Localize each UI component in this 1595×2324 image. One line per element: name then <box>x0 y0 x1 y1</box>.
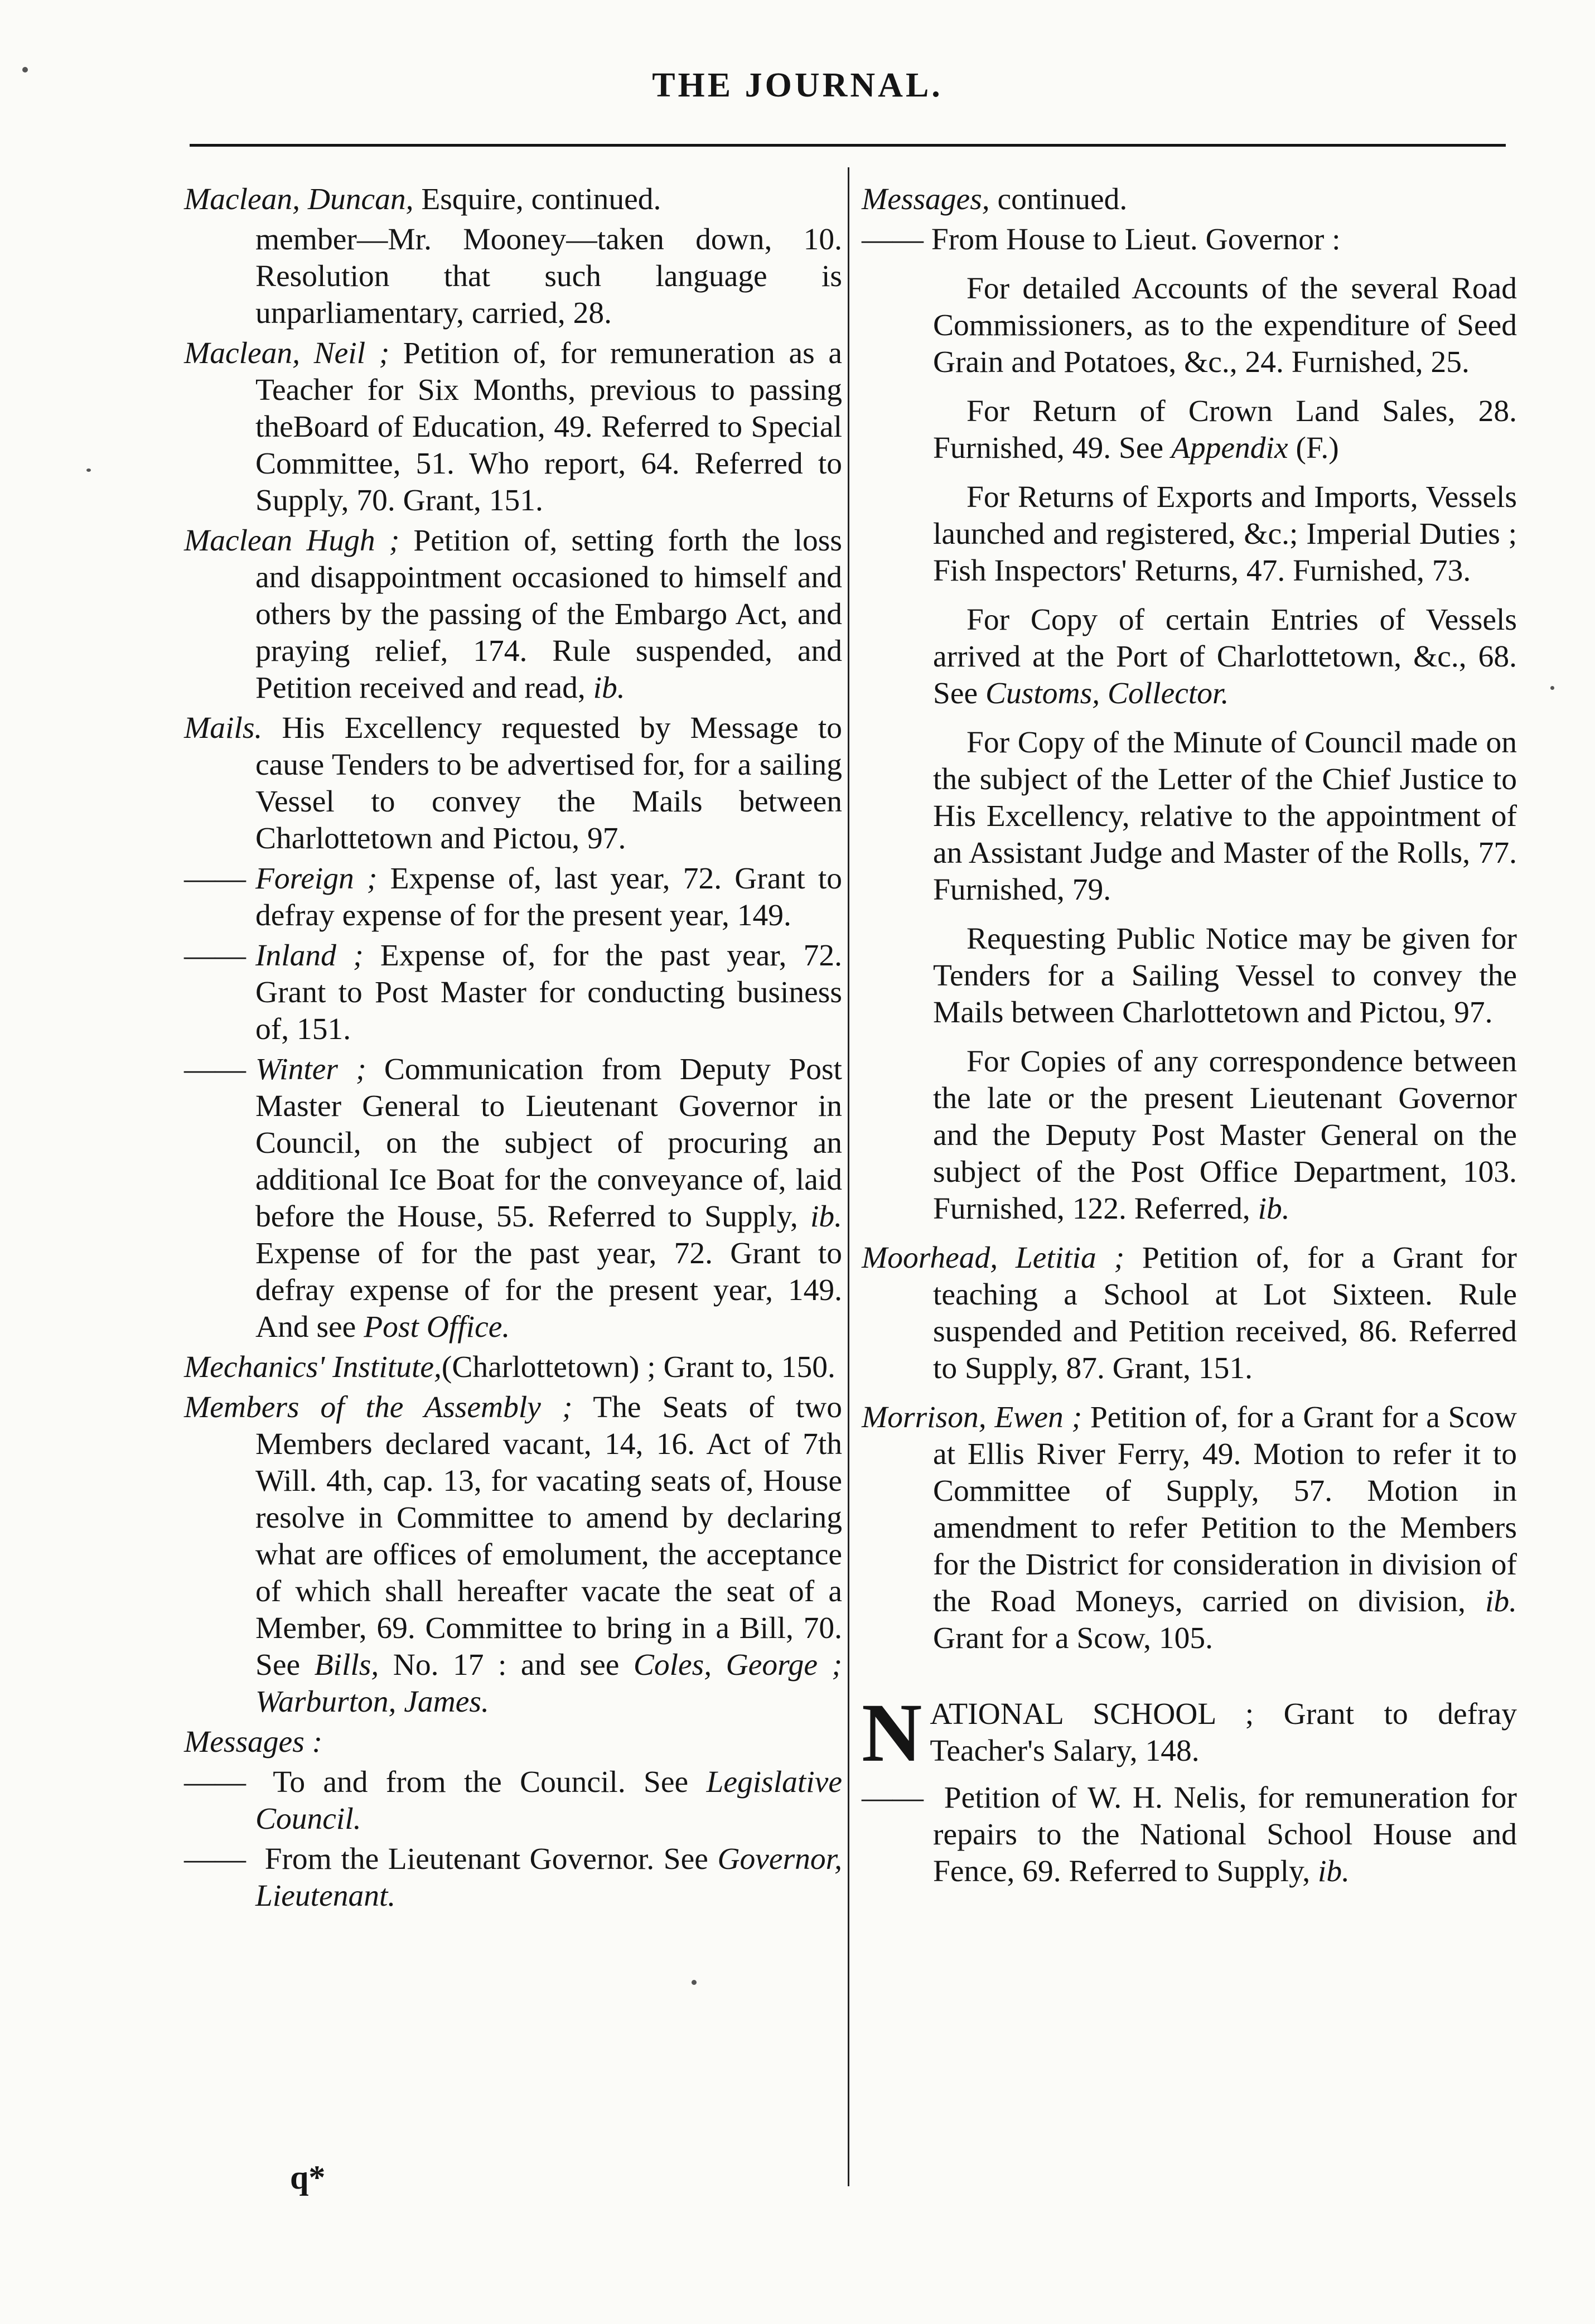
index-entry: Mails. His Excellency requested by Message to cause Tenders to be advertised for, for a sailing Vessel to convey the Mails between Charlottetown and Pictou, 97. <box>184 711 842 856</box>
print-speck <box>86 468 91 472</box>
index-entry: Mechanics' Institute,(Charlottetown) ; Grant to, 150. <box>184 1350 835 1384</box>
header-rule <box>190 144 1506 147</box>
index-entry: Messages : <box>184 1725 323 1759</box>
index-entry: Maclean, Duncan, Esquire, continued. <box>184 182 661 216</box>
message-item: For Copy of certain Entries of Vessels arrived at the Port of Charlottetown, &c., 68. See Customs, Collector. <box>933 603 1517 711</box>
index-entry: Members of the Assembly ; The Seats of two Members declared vacant, 14, 16. Act of 7th Will. 4th, cap. 13, for vacating seats of, House resolve in Committee to amend by declaring what are offices of emolument, the acceptance of which shall hereafter vacate the seat of a Member, 69. Committee to bring in a Bill, 70. See Bills, No. 17 : and see Coles, George ; Warburton, James. <box>184 1390 843 1719</box>
national-school-entry: NATIONAL SCHOOL ; Grant to defray Teacher's Salary, 148. <box>862 1687 1517 1779</box>
message-item: For detailed Accounts of the several Road Commissioners, as to the expenditure of Seed Grain and Potatoes, &c., 24. Furnished, 25. <box>933 272 1517 379</box>
index-subentry: —— From the Lieutenant Governor. See Governor, Lieutenant. <box>184 1842 842 1913</box>
index-entry: Maclean, Neil ; Petition of, for remuneration as a Teacher for Six Months, previous to passing theBoard of Education, 49. Referred to Special Committee, 51. Who report, 64. Referred to Supply, 70. Grant, 151. <box>184 336 842 518</box>
signature-mark: q* <box>290 2159 326 2196</box>
message-item: For Returns of Exports and Imports, Vessels launched and registered, &c.; Imperial Duties ; Fish Inspectors' Returns, 47. Furnished, 73. <box>933 480 1517 588</box>
message-item: For Return of Crown Land Sales, 28. Furnished, 49. See Appendix (F.) <box>933 394 1517 465</box>
index-subentry: —— Foreign ; Expense of, last year, 72. Grant to defray expense of for the present year, 149. <box>184 862 842 933</box>
column-divider <box>848 167 849 2186</box>
index-entry: Maclean Hugh ; Petition of, setting forth the loss and disappointment occasioned to himself and others by the passing of the Embargo Act, and praying relief, 174. Rule suspended, and Petition received and read, ib. <box>184 524 842 705</box>
print-speck <box>692 1980 697 1985</box>
message-item: Requesting Public Notice may be given for Tenders for a Sailing Vessel to convey the Mails between Charlottetown and Pictou, 97. <box>933 922 1517 1030</box>
print-speck <box>22 67 28 73</box>
index-entry: Morrison, Ewen ; Petition of, for a Grant for a Scow at Ellis River Ferry, 49. Motion to refer it to Committee of Supply, 57. Motion in amendment to refer Petition to the Members for the District for consideration in division of the Road Moneys, carried on division, ib. Grant for a Scow, 105. <box>862 1400 1517 1655</box>
index-subentry: —— Winter ; Communication from Deputy Post Master General to Lieutenant Governor in Council, on the subject of procuring an additional Ice Boat for the conveyance of, laid before the House, 55. Referred to Supply, ib. Expense of for the past year, 72. Grant to defray expense of for the present year, 149. And see Post Office. <box>184 1052 842 1344</box>
message-item: For Copy of the Minute of Council made on the subject of the Letter of the Chief Justice to His Excellency, relative to the appointment of an Assistant Judge and Master of the Rolls, 77. Furnished, 79. <box>933 726 1517 907</box>
left-column <box>184 181 842 1918</box>
drop-cap: N <box>862 1687 922 1779</box>
index-subentry: —— Inland ; Expense of, for the past year, 72. Grant to Post Master for conducting business of, 151. <box>184 939 842 1046</box>
index-entry-continuation: member—Mr. Mooney—taken down, 10. Resolution that such language is unparliamentary, carried, 28. <box>255 223 842 330</box>
right-column <box>862 181 1517 1893</box>
index-subentry: —— To and from the Council. See Legislative Council. <box>184 1765 842 1836</box>
messages-subheading: —— From House to Lieut. Governor : <box>862 223 1341 257</box>
index-subentry: —— Petition of W. H. Nelis, for remuneration for repairs to the National School House and Fence, 69. Referred to Supply, ib. <box>862 1781 1517 1888</box>
print-speck <box>1550 686 1554 690</box>
index-entry: Moorhead, Letitia ; Petition of, for a Grant for teaching a School at Lot Sixteen. Rule suspended and Petition received, 86. Referred to Supply, 87. Grant, 151. <box>862 1241 1517 1385</box>
page-title: THE JOURNAL. <box>652 66 943 104</box>
index-entry: Messages, continued. <box>862 182 1128 216</box>
message-item: For Copies of any correspondence between the late or the present Lieutenant Governor and the Deputy Post Master General on the subject of the Post Office Department, 103. Furnished, 122. Referred, ib. <box>933 1045 1517 1226</box>
